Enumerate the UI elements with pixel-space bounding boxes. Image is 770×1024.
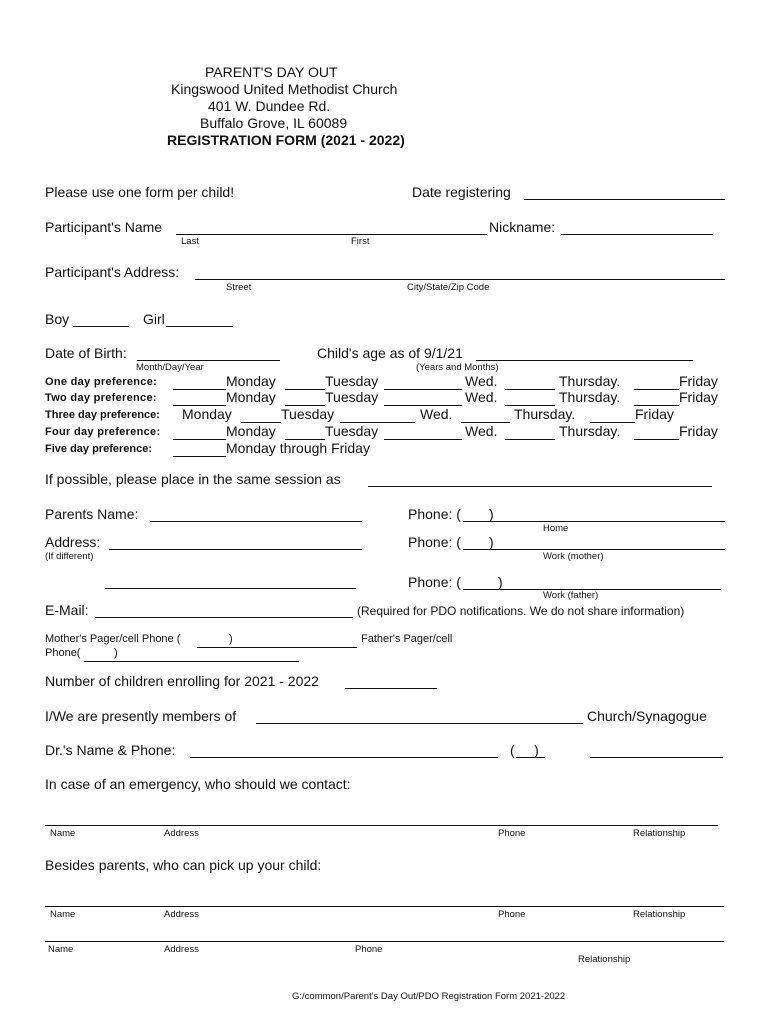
last-hint: Last	[181, 236, 199, 247]
age-label: Child's age as of 9/1/21	[317, 345, 463, 361]
girl-label: Girl	[143, 311, 165, 327]
pref-two-thursday: Thursday.	[559, 389, 621, 405]
pref-one-thursday-field[interactable]	[505, 389, 555, 390]
emergency-col-name: Name	[50, 828, 76, 839]
participant-name-field[interactable]	[176, 234, 487, 235]
mother-pager-field[interactable]	[197, 647, 357, 648]
age-field[interactable]	[476, 360, 693, 361]
dob-label: Date of Birth:	[45, 345, 127, 361]
date-registering-label: Date registering	[412, 184, 511, 200]
pref-three-tuesday: Tuesday	[281, 406, 335, 422]
father-pager-close-paren: )	[114, 647, 118, 659]
pref-one-friday: Friday	[679, 373, 718, 389]
pref-one-monday-field[interactable]	[173, 389, 226, 390]
parents-name-field[interactable]	[150, 521, 362, 522]
mother-pager-label: Mother's Pager/cell Phone (	[45, 633, 181, 645]
one-form-note: Please use one form per child!	[45, 184, 235, 200]
pref-four-thursday: Thursday.	[559, 423, 621, 439]
num-children-field[interactable]	[345, 688, 437, 689]
pref-four-wed: Wed.	[465, 423, 498, 439]
header-title: PARENT'S DAY OUT	[205, 64, 338, 80]
pickup1-col-relationship: Relationship	[633, 909, 686, 920]
email-field[interactable]	[95, 617, 353, 618]
pickup2-col-relationship: Relationship	[578, 954, 631, 965]
boy-label: Boy	[45, 311, 70, 327]
header-street: 401 W. Dundee Rd.	[208, 98, 331, 114]
address-line-2-field[interactable]	[105, 588, 356, 589]
pref-two-monday: Monday	[226, 389, 276, 405]
doctor-phone-field[interactable]	[590, 757, 723, 758]
phone-mother-label: Phone: (	[408, 534, 461, 550]
same-session-label: If possible, please place in the same session as	[45, 471, 341, 487]
doctor-area-code-field[interactable]	[516, 757, 545, 758]
members-field[interactable]	[256, 723, 583, 724]
dob-hint: Month/Day/Year	[136, 362, 204, 373]
phone-father-label: Phone: (	[408, 574, 461, 590]
pref-two-friday: Friday	[679, 389, 718, 405]
phone-father-close-paren: )	[498, 574, 503, 590]
street-hint: Street	[226, 282, 252, 293]
doctor-label: Dr.'s Name & Phone:	[45, 742, 176, 758]
parents-name-label: Parents Name:	[45, 506, 139, 522]
boy-field[interactable]	[73, 326, 129, 327]
if-different-hint: (If different)	[45, 551, 94, 562]
members-label: I/We are presently members of	[45, 708, 237, 724]
pref-two-tuesday: Tuesday	[325, 389, 379, 405]
num-children-label: Number of children enrolling for 2021 - 2022	[45, 673, 319, 689]
pickup-contact-2-field[interactable]	[45, 941, 724, 942]
girl-field[interactable]	[166, 326, 233, 327]
dob-field[interactable]	[137, 360, 280, 361]
header-city: Buffalo Grove, IL 60089	[200, 115, 348, 131]
date-registering-field[interactable]	[524, 199, 725, 200]
email-label: E-Mail:	[45, 602, 89, 618]
pref-three-label: Three day preference:	[45, 409, 160, 421]
pref-one-tuesday-field[interactable]	[285, 389, 325, 390]
emergency-contact-field[interactable]	[45, 825, 718, 826]
pref-five-monday-friday: Monday through Friday	[226, 440, 370, 456]
pref-three-friday: Friday	[635, 406, 674, 422]
pref-one-friday-field[interactable]	[634, 389, 679, 390]
phone-home-label: Phone: (	[408, 506, 461, 522]
pickup1-col-phone: Phone	[498, 909, 526, 920]
footer-path: G:/common/Parent's Day Out/PDO Registration Form 2021-2022	[292, 991, 566, 1002]
phone-mother-field[interactable]	[463, 549, 725, 550]
doctor-name-field[interactable]	[190, 757, 498, 758]
home-hint: Home	[543, 523, 569, 534]
pref-three-thursday: Thursday.	[514, 406, 576, 422]
pref-one-label: One day preference:	[45, 376, 158, 388]
father-pager-label: Father's Pager/cell	[361, 633, 453, 645]
pref-one-tuesday: Tuesday	[325, 373, 379, 389]
pref-five-field[interactable]	[173, 456, 226, 457]
age-hint: (Years and Months)	[416, 362, 499, 373]
pickup1-col-name: Name	[50, 909, 76, 920]
pref-one-monday: Monday	[226, 373, 276, 389]
pref-four-tuesday: Tuesday	[325, 423, 379, 439]
pickup-contact-1-field[interactable]	[45, 906, 724, 907]
pref-two-wed: Wed.	[465, 389, 498, 405]
pref-one-thursday: Thursday.	[559, 373, 621, 389]
pref-four-thursday-field[interactable]	[505, 439, 555, 440]
pref-three-monday: Monday	[182, 406, 232, 422]
pref-four-monday-field[interactable]	[173, 439, 226, 440]
emergency-label: In case of an emergency, who should we contact:	[45, 776, 351, 792]
pref-three-wed: Wed.	[420, 406, 453, 422]
email-note: (Required for PDO notifications. We do not share information)	[357, 604, 685, 618]
address-field[interactable]	[109, 549, 362, 550]
father-pager-phone-label: Phone(	[45, 647, 81, 659]
pref-four-monday: Monday	[226, 423, 276, 439]
first-hint: First	[351, 236, 370, 247]
emergency-col-phone: Phone	[498, 828, 526, 839]
mother-pager-close-paren: )	[229, 633, 233, 645]
pref-five-label: Five day preference:	[45, 443, 152, 455]
emergency-col-address: Address	[164, 828, 199, 839]
participant-name-label: Participant's Name	[45, 219, 163, 235]
nickname-label: Nickname:	[489, 219, 556, 235]
pickup-label: Besides parents, who can pick up your child:	[45, 857, 322, 873]
pickup2-col-phone: Phone	[355, 944, 383, 955]
address-label: Address:	[45, 534, 101, 550]
phone-home-field[interactable]	[463, 521, 725, 522]
form-title: REGISTRATION FORM (2021 - 2022)	[167, 132, 405, 148]
header-church: Kingswood United Methodist Church	[171, 81, 398, 97]
pickup2-col-address: Address	[164, 944, 199, 955]
participant-address-label: Participant's Address:	[45, 264, 180, 280]
pref-four-wed-field[interactable]	[384, 439, 462, 440]
pickup2-col-name: Name	[48, 944, 74, 955]
pref-four-friday: Friday	[679, 423, 718, 439]
nickname-field[interactable]	[561, 234, 713, 235]
work-mother-hint: Work (mother)	[543, 551, 604, 562]
work-father-hint: Work (father)	[543, 590, 599, 601]
phone-home-close-paren: )	[489, 506, 494, 522]
pref-four-label: Four day preference:	[45, 426, 161, 438]
pref-one-wed-field[interactable]	[384, 389, 462, 390]
phone-mother-close-paren: )	[489, 534, 494, 550]
pref-one-wed: Wed.	[465, 373, 498, 389]
same-session-field[interactable]	[368, 486, 712, 487]
city-state-zip-hint: City/State/Zip Code	[407, 282, 490, 293]
father-pager-field[interactable]	[84, 661, 299, 662]
participant-address-field[interactable]	[195, 279, 725, 280]
doctor-phone-paren: ( )	[510, 742, 539, 758]
emergency-col-relationship: Relationship	[633, 828, 686, 839]
pref-four-friday-field[interactable]	[634, 439, 679, 440]
pickup1-col-address: Address	[164, 909, 199, 920]
church-synagogue-label: Church/Synagogue	[587, 708, 707, 724]
pref-two-label: Two day preference:	[45, 392, 157, 404]
